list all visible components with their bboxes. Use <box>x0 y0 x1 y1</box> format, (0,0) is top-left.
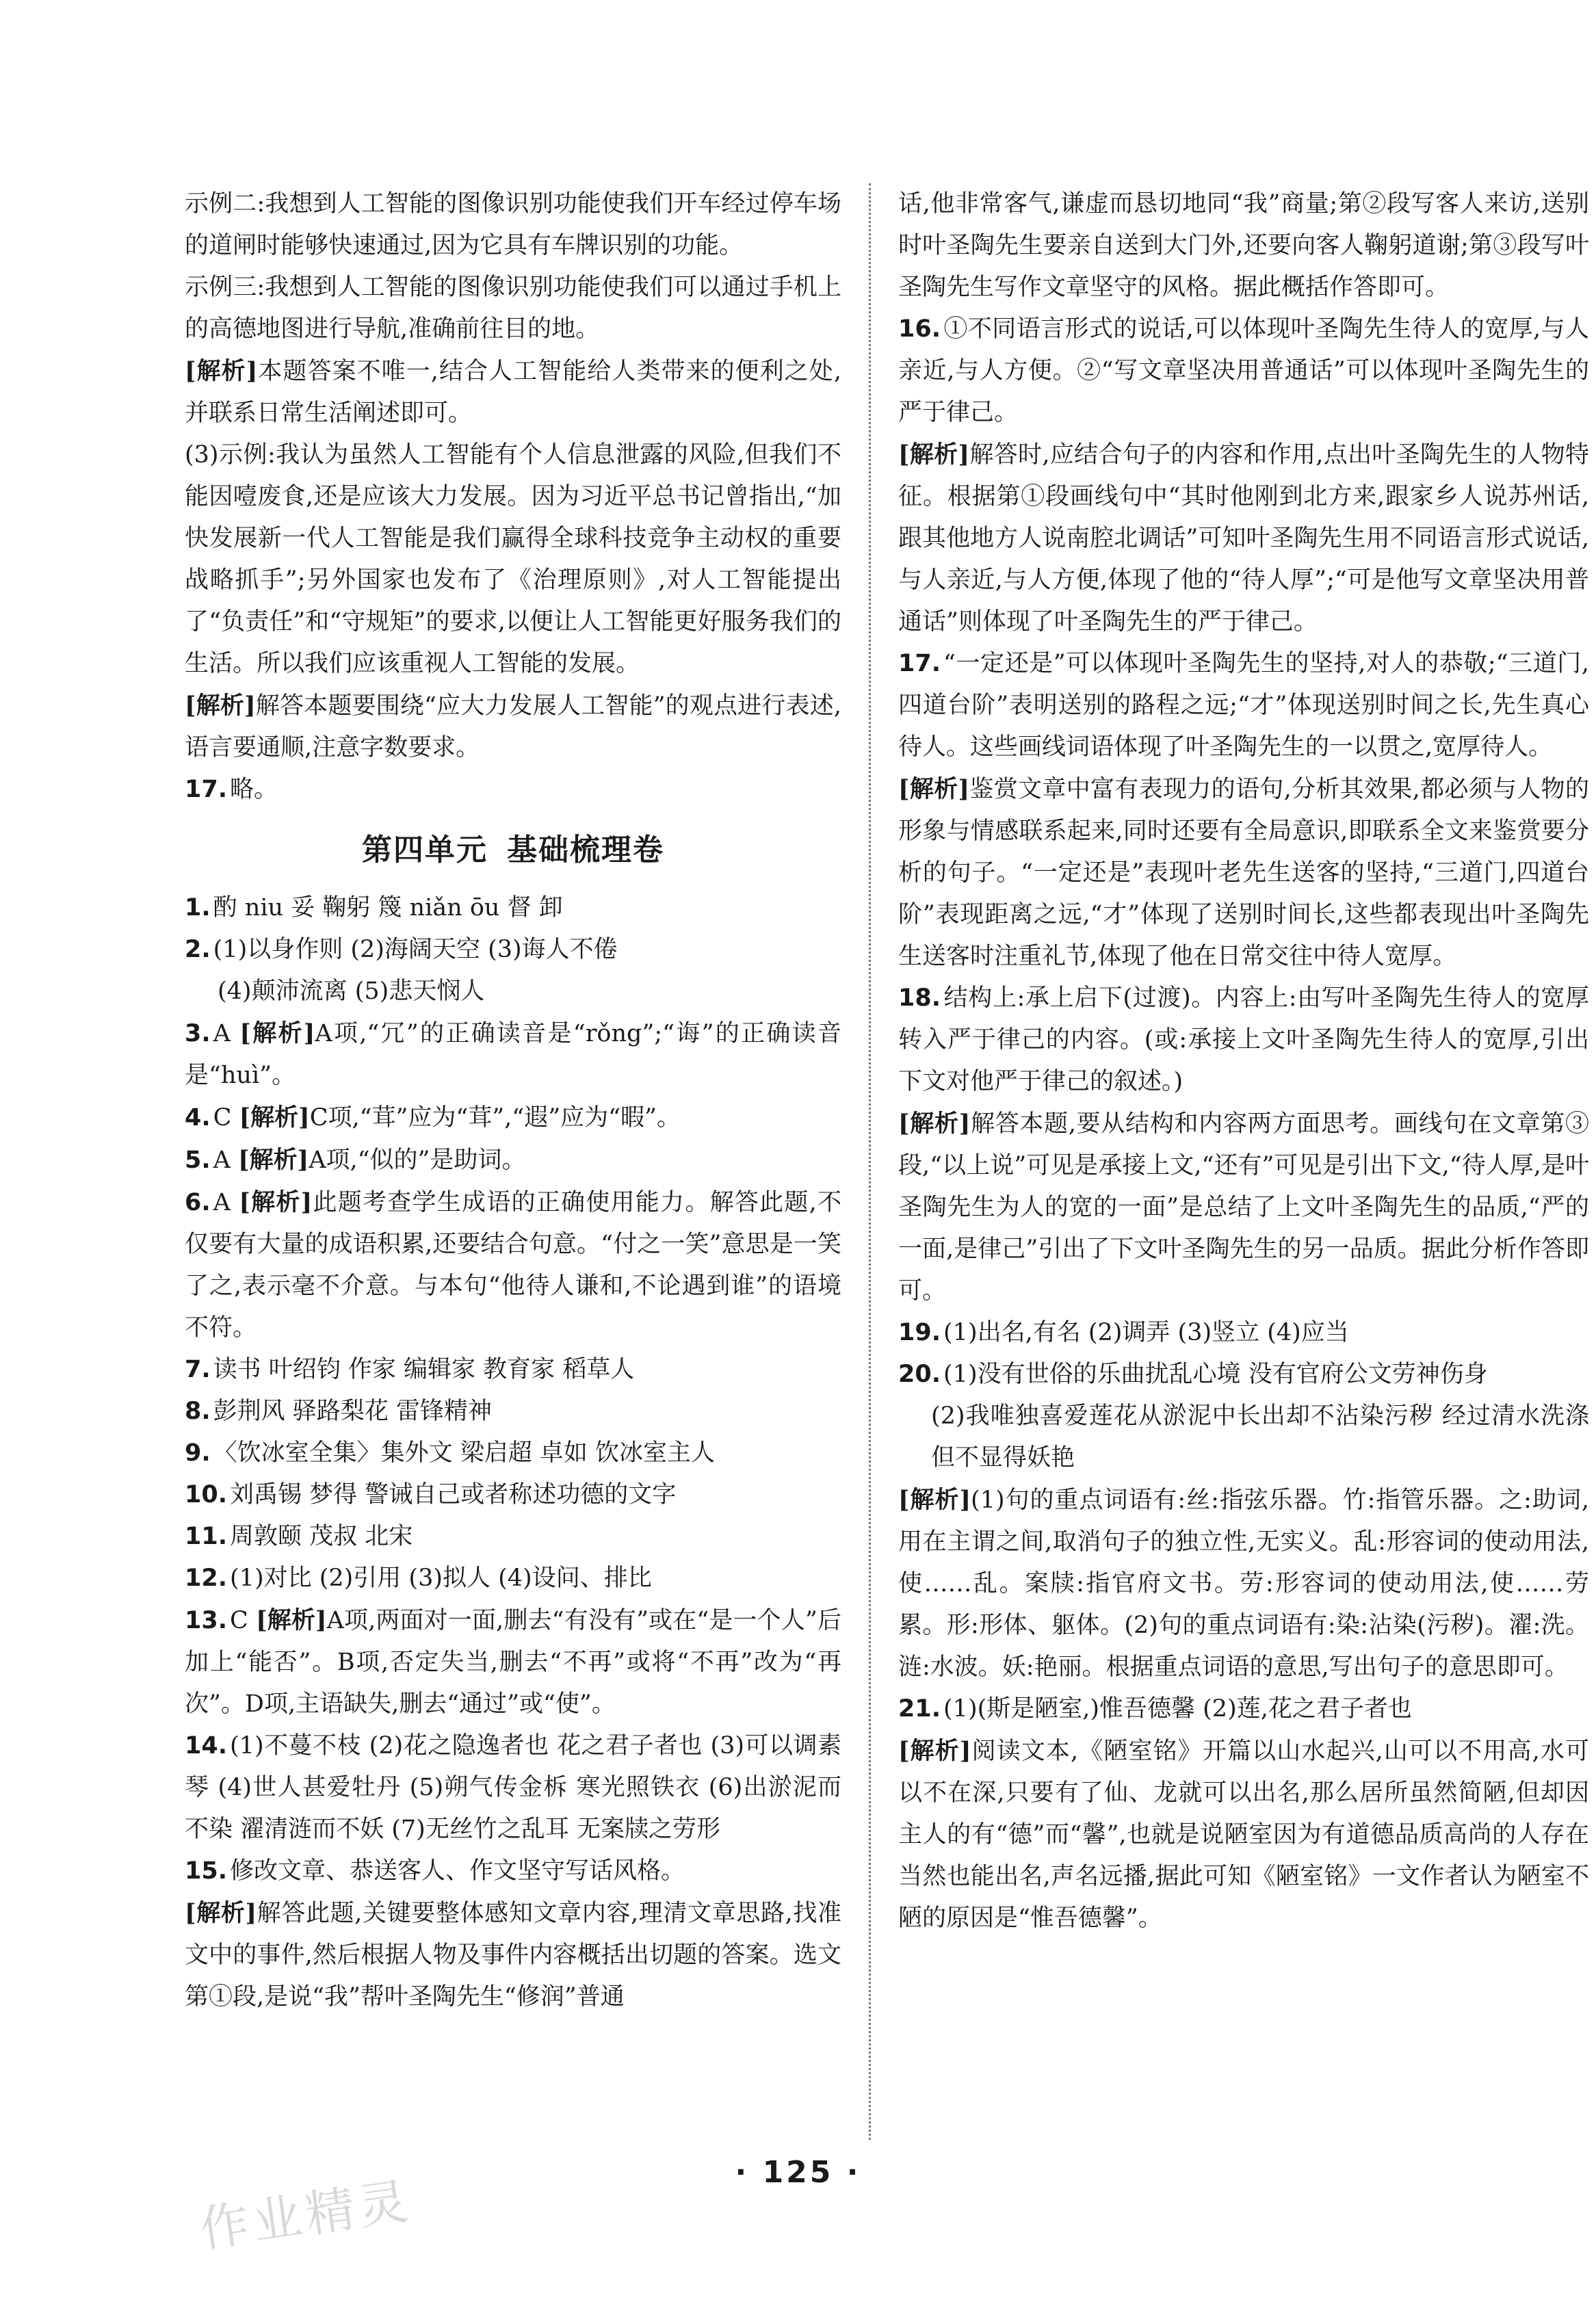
question-number: 15. <box>185 1857 228 1885</box>
answer-5 <box>185 1139 841 1181</box>
analysis-note <box>898 1479 1589 1688</box>
question-number: 18. <box>898 984 941 1012</box>
example-answer-3: (3)示例:我认为虽然人工智能有个人信息泄露的风险,但我们不能因噎废食,还是应该大力发展。因为习近平总书记曾指出,“加快发展新一代人工智能是我们赢得全球科技竞争主动权的重要战略抓手”;另外国家也发布了《治理原则》,对人工智能提出了“负责任”和“守规矩”的要求,以便让人工智能更好服务我们的生活。所以我们应该重视人工智能的发展。 <box>185 441 841 677</box>
answer-text: 周敦颐 茂叔 北宋 <box>230 1523 413 1550</box>
analysis-tag: [解析] <box>898 775 970 803</box>
answer-12 <box>185 1558 841 1599</box>
answer-text: 结构上:承上启下(过渡)。内容上:由写叶圣陶先生待人的宽厚转入严于律己的内容。(或:承接上文叶圣陶先生待人的宽厚,引出下文对他严于律己的叙述。) <box>898 984 1589 1095</box>
analysis-note <box>898 1730 1589 1939</box>
answer-text: ①不同语言形式的说话,可以体现叶圣陶先生待人的宽厚,与人亲近,与人方便。②“写文章坚决用普通话”可以体现叶圣陶先生的严于律己。 <box>898 315 1589 426</box>
right-column <box>898 183 1589 1939</box>
answer-9 <box>185 1433 841 1474</box>
analysis-text: A项,“冗”的正确读音是“rǒng”;“诲”的正确读音是“huì”。 <box>185 1020 841 1089</box>
answer-7 <box>185 1349 841 1391</box>
analysis-note <box>898 1103 1589 1312</box>
answer-text: 读书 叶绍钧 作家 编辑家 教育家 稻草人 <box>213 1356 635 1383</box>
analysis-tag: [解析] <box>256 1606 327 1634</box>
question-number: 17. <box>185 776 228 803</box>
analysis-text: A项,“似的”是助词。 <box>309 1147 526 1174</box>
unit-title-part: 第四单元 <box>362 833 488 867</box>
analysis-tag: [解析] <box>238 1146 309 1174</box>
answer-16 <box>898 309 1589 434</box>
unit-title <box>185 823 841 878</box>
question-number: 13. <box>185 1607 228 1634</box>
answer-choice: A <box>213 1147 231 1174</box>
answer-text: 刘禹锡 梦得 警诫自己或者称述功德的文字 <box>230 1481 677 1508</box>
analysis-note <box>185 1892 841 2018</box>
column-divider <box>869 183 871 2140</box>
answer-text: (1)出名,有名 (2)调弄 (3)竖立 (4)应当 <box>943 1319 1349 1346</box>
analysis-tag: [解析] <box>239 1103 310 1132</box>
analysis-text: 解答本题要围绕“应大力发展人工智能”的观点进行表述,语言要通顺,注意字数要求。 <box>185 692 841 761</box>
answer-21 <box>898 1688 1589 1730</box>
analysis-text: 此题考查学生成语的正确使用能力。解答此题,不仅要有大量的成语积累,还要结合句意。“付之一笑”意思是一笑了之,表示毫不介意。与本句“他待人谦和,不论遇到谁”的语境不符。 <box>185 1189 841 1342</box>
example-two: 示例二:我想到人工智能的图像识别功能使我们开车经过停车场的道闸时能够快速通过,因为它具有车牌识别的功能。 <box>185 190 841 259</box>
answer-17 <box>185 769 841 811</box>
answer-text: (1)(斯是陋室,)惟吾德馨 (2)莲,花之君子者也 <box>943 1695 1412 1723</box>
analysis-tag: [解析] <box>898 441 970 469</box>
answer-8 <box>185 1391 841 1433</box>
question-number: 7. <box>185 1356 211 1383</box>
analysis-tag: [解析] <box>898 1486 971 1514</box>
analysis-tag: [解析] <box>185 1899 257 1927</box>
question-number: 12. <box>185 1565 228 1592</box>
answer-20 <box>898 1354 1589 1396</box>
analysis-tag: [解析] <box>898 1110 971 1138</box>
answer-choice: A <box>213 1189 231 1216</box>
answer-2 <box>185 929 841 971</box>
question-number: 14. <box>185 1732 228 1760</box>
left-column <box>185 183 841 2018</box>
question-number: 17. <box>898 650 941 677</box>
question-number: 11. <box>185 1523 228 1550</box>
answer-11 <box>185 1516 841 1558</box>
analysis-text: 解答此题,关键要整体感知文章内容,理清文章思路,找准文中的事件,然后根据人物及事件内容概括出切题的答案。选文第①段,是说“我”帮叶圣陶先生“修润”普通 <box>185 1900 841 2011</box>
answer-text: “一定还是”可以体现叶圣陶先生的坚持,对人的恭敬;“三道门,四道台阶”表明送别的路程之远;“才”体现送别时间之长,先生真心待人。这些画线词语体现了叶圣陶先生的一以贯之,宽厚待人。 <box>898 650 1589 761</box>
answer-4 <box>185 1097 841 1139</box>
analysis-note <box>898 434 1589 643</box>
answer-text: 酌 niu 妥 鞠躬 篾 niǎn ōu 督 卸 <box>213 894 563 921</box>
analysis-text: 鉴赏文章中富有表现力的语句,分析其效果,都必须与人物的形象与情感联系起来,同时还要有全局意识,即联系全文来鉴赏要分析的句子。“一定还是”表现叶老先生送客的坚持,“三道门,四道台阶”表现距离之远,“才”体现了送别时间长,这些都表现出叶圣陶先生送客时注重礼节,体现了他在日常交往中待人宽厚。 <box>898 776 1589 970</box>
answer-text: 〈饮冰室全集〉集外文 梁启超 卓如 饮冰室主人 <box>213 1439 716 1467</box>
answer-choice: A <box>213 1020 231 1047</box>
example-three: 示例三:我想到人工智能的图像识别功能使我们可以通过手机上的高德地图进行导航,准确前往目的地。 <box>185 274 841 343</box>
question-number: 6. <box>185 1189 211 1216</box>
question-number: 1. <box>185 894 211 921</box>
analysis-text: 本题答案不唯一,结合人工智能给人类带来的便利之处,并联系日常生活阐述即可。 <box>185 358 841 427</box>
question-number: 10. <box>185 1481 228 1508</box>
analysis-tag: [解析] <box>185 692 256 720</box>
answer-18 <box>898 978 1589 1103</box>
question-number: 3. <box>185 1020 211 1047</box>
answer-20-cont: (2)我唯独喜爱莲花从淤泥中长出却不沾染污秽 经过清水洗涤但不显得妖艳 <box>931 1402 1589 1472</box>
question-number: 20. <box>898 1361 941 1388</box>
analysis-tag: [解析] <box>898 1737 971 1765</box>
unit-title-part: 基础梳理卷 <box>507 833 664 867</box>
answer-choice: C <box>230 1607 248 1634</box>
answer-text: (1)以身作则 (2)海阔天空 (3)诲人不倦 <box>213 936 618 963</box>
analysis-text: A项,两面对一面,删去“有没有”或在“是一个人”后加上“能否”。B项,否定失当,删去“不再”或将“不再”改为“再次”。D项,主语缺失,删去“通过”或“使”。 <box>185 1607 841 1718</box>
question-number: 4. <box>185 1104 211 1132</box>
answer-1 <box>185 887 841 929</box>
answer-10 <box>185 1474 841 1516</box>
question-number: 2. <box>185 936 211 963</box>
analysis-tag: [解析] <box>239 1019 315 1047</box>
analysis-note <box>898 768 1589 978</box>
answer-text: (1)没有世俗的乐曲扰乱心境 没有官府公文劳神伤身 <box>943 1361 1488 1388</box>
analysis-note <box>185 350 841 434</box>
question-number: 19. <box>898 1319 941 1346</box>
answer-15 <box>185 1850 841 1892</box>
question-number: 9. <box>185 1439 211 1467</box>
question-number: 16. <box>898 315 941 343</box>
answer-text: 修改文章、恭送客人、作文坚守写话风格。 <box>230 1857 685 1885</box>
question-number: 21. <box>898 1695 941 1723</box>
answer-13 <box>185 1599 841 1725</box>
analysis-text: C项,“茸”应为“茸”,“遐”应为“暇”。 <box>309 1104 681 1132</box>
answer-3 <box>185 1012 841 1097</box>
question-number: 8. <box>185 1398 211 1425</box>
analysis-tag: [解析] <box>239 1188 313 1216</box>
answer-choice: C <box>213 1104 232 1132</box>
answer-text: (1)对比 (2)引用 (3)拟人 (4)设问、排比 <box>230 1565 652 1592</box>
analysis-text: 阅读文本,《陋室铭》开篇以山水起兴,山可以不用高,水可以不在深,只要有了仙、龙就可以出名,那么居所虽然简陋,但却因主人的有“德”而“馨”,也就是说陋室因为有道德品质高尚的人存在当然也能出名,声名远播,据此可知《陋室铭》一文作者认为陋室不陋的原因是“惟吾德馨”。 <box>898 1738 1589 1932</box>
analysis-tag: [解析] <box>185 357 258 385</box>
answer-14 <box>185 1725 841 1850</box>
answer-text: 略。 <box>230 776 278 803</box>
page-number: · 125 · <box>735 2155 861 2190</box>
answer-text: (1)不蔓不枝 (2)花之隐逸者也 花之君子者也 (3)可以调素琴 (4)世人甚爱牡丹 (5)朔气传金柝 寒光照铁衣 (6)出淤泥而不染 濯清涟而不妖 (7)无丝竹之乱耳 无案牍之劳形 <box>185 1732 841 1843</box>
analysis-continued: 话,他非常客气,谦虚而恳切地同“我”商量;第②段写客人来访,送别时叶圣陶先生要亲自送到大门外,还要向客人鞠躬道谢;第③段写叶圣陶先生写作文章坚守的风格。据此概括作答即可。 <box>898 190 1589 301</box>
watermark: 作业精灵 <box>196 2171 416 2259</box>
answer-text: 彭荆风 驿路梨花 雷锋精神 <box>213 1398 492 1425</box>
question-number: 5. <box>185 1147 211 1174</box>
answer-6 <box>185 1181 841 1349</box>
analysis-note <box>185 685 841 769</box>
answer-17-right <box>898 643 1589 768</box>
answer-2-cont: (4)颠沛流离 (5)悲天悯人 <box>218 978 485 1005</box>
analysis-text: 解答本题,要从结构和内容两方面思考。画线句在文章第③段,“以上说”可见是承接上文,“还有”可见是引出下文,“待人厚,是叶圣陶先生为人的宽的一面”是总结了上文叶圣陶先生的品质,“严的一面,是律己”引出了下文叶圣陶先生的另一品质。据此分析作答即可。 <box>898 1110 1589 1305</box>
analysis-text: 解答时,应结合句子的内容和作用,点出叶圣陶先生的人物特征。根据第①段画线句中“其时他刚到北方来,跟家乡人说苏州话,跟其他地方人说南腔北调话”可知叶圣陶先生用不同语言形式说话,与人亲近,与人方便,体现了他的“待人厚”;“可是他写文章坚决用普通话”则体现了叶圣陶先生的严于律己。 <box>898 441 1589 636</box>
analysis-text: (1)句的重点词语有:丝:指弦乐器。竹:指管乐器。之:助词,用在主谓之间,取消句子的独立性,无实义。乱:形容词的使动用法,使……乱。案牍:指官府文书。劳:形容词的使动用法,使……劳累。形:形体、躯体。(2)句的重点词语有:染:沾染(污秽)。濯:洗。涟:水波。妖:艳丽。根据重点词语的意思,写出句子的意思即可。 <box>898 1487 1590 1681</box>
answer-19 <box>898 1312 1589 1354</box>
